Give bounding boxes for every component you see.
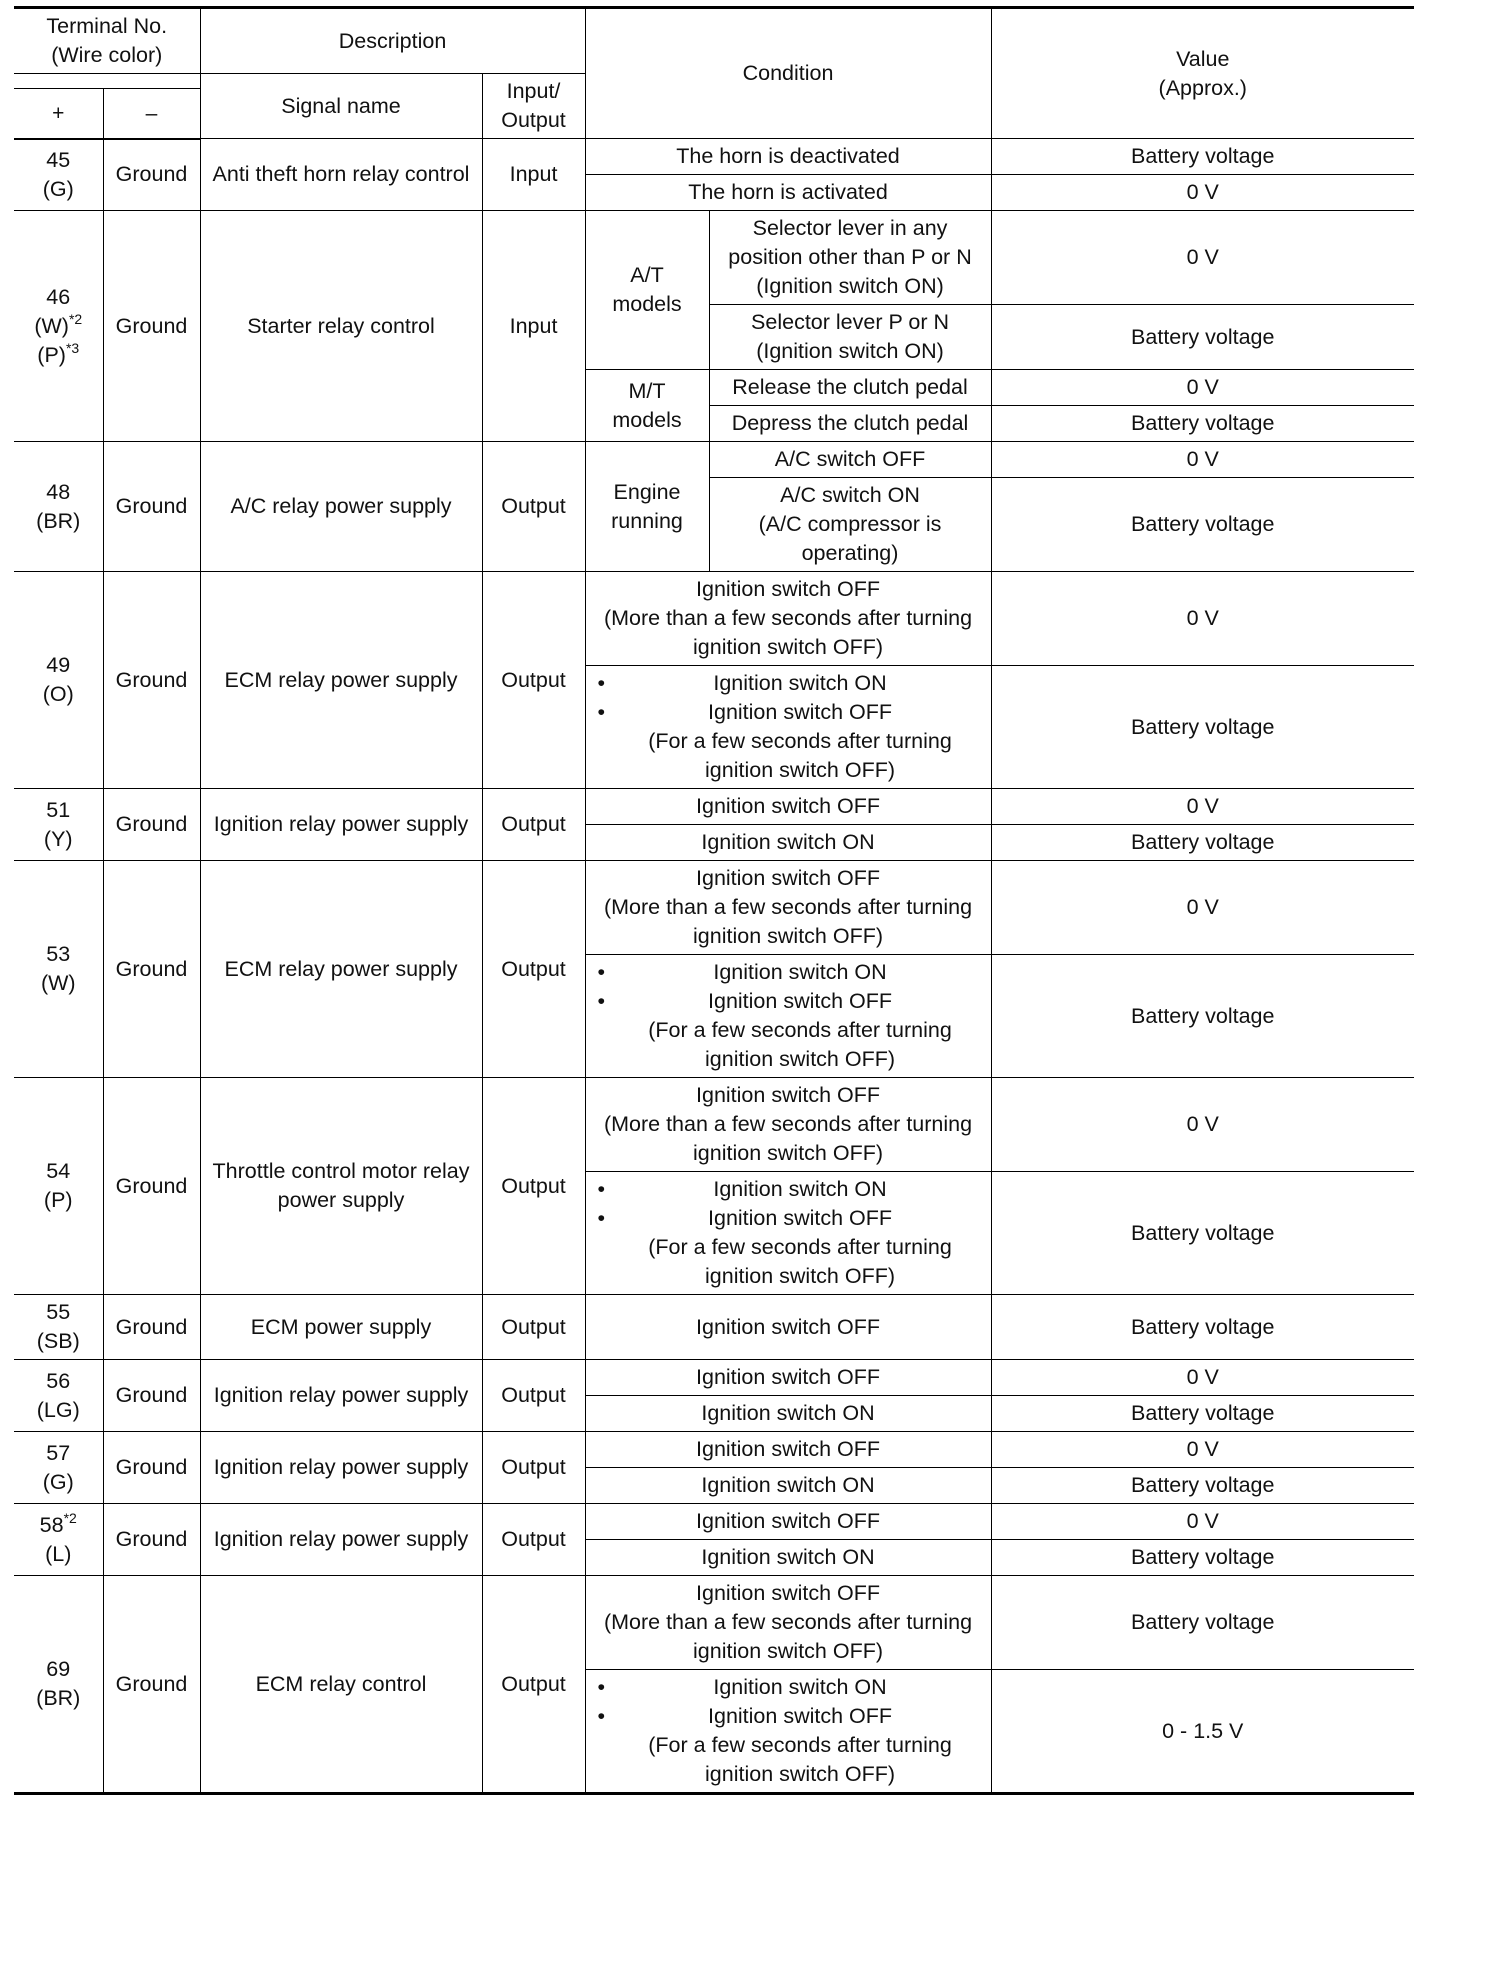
value-cell: 0 V <box>991 789 1414 825</box>
table-row <box>14 1360 1414 1396</box>
condition-cell: Ignition switch OFF <box>585 1360 991 1396</box>
condition-cell: Ignition switch ON <box>585 1396 991 1432</box>
terminal-number: 51 (Y) <box>14 789 103 861</box>
ground-cell: Ground <box>103 1295 200 1360</box>
condition-cell: Ignition switch OFF <box>585 1432 991 1468</box>
value-header: Value (Approx.) <box>991 8 1414 139</box>
value-cell: 0 V <box>991 572 1414 666</box>
signal-name: ECM relay control <box>200 1576 482 1794</box>
input-output-header: Input/ Output <box>482 74 585 139</box>
table-row <box>14 442 1414 478</box>
condition-cell: Ignition switch OFF (More than a few seconds after turning ignition switch OFF) <box>585 572 991 666</box>
io-cell: Input <box>482 211 585 442</box>
condition-cell: Ignition switch OFF <box>585 1504 991 1540</box>
table-row <box>14 572 1414 666</box>
io-cell: Output <box>482 1078 585 1295</box>
terminal-number: 69 (BR) <box>14 1576 103 1794</box>
condition-cell <box>585 955 991 1078</box>
list-item: • Ignition switch ON <box>596 1175 981 1204</box>
ground-cell: Ground <box>103 1504 200 1576</box>
signal-name: ECM relay power supply <box>200 861 482 1078</box>
ground-cell: Ground <box>103 1078 200 1295</box>
table-row <box>14 1078 1414 1172</box>
terminal-number: 48 (BR) <box>14 442 103 572</box>
table-row <box>14 789 1414 825</box>
description-header: Description <box>200 8 585 74</box>
io-cell: Input <box>482 139 585 211</box>
terminal-number: 45 (G) <box>14 139 103 211</box>
terminal-no-header: Terminal No. (Wire color) <box>14 8 200 74</box>
condition-cell: The horn is deactivated <box>585 139 991 175</box>
condition-cell <box>585 1172 991 1295</box>
table-row <box>14 139 1414 175</box>
table-row <box>14 1432 1414 1468</box>
signal-name: A/C relay power supply <box>200 442 482 572</box>
condition-cell: Depress the clutch pedal <box>709 406 991 442</box>
io-cell: Output <box>482 572 585 789</box>
list-item: • Ignition switch ON <box>596 669 981 698</box>
signal-name: Throttle control motor relay power supply <box>200 1078 482 1295</box>
signal-name: Ignition relay power supply <box>200 1504 482 1576</box>
value-cell: 0 V <box>991 211 1414 305</box>
terminal-number: 54 (P) <box>14 1078 103 1295</box>
signal-name: Ignition relay power supply <box>200 1360 482 1432</box>
signal-name: ECM power supply <box>200 1295 482 1360</box>
table-row <box>14 861 1414 955</box>
condition-list <box>596 1175 981 1291</box>
table-row <box>14 1576 1414 1670</box>
list-item: • Ignition switch OFF (For a few seconds after turning ignition switch OFF) <box>596 698 981 785</box>
condition-cell: Ignition switch OFF (More than a few seconds after turning ignition switch OFF) <box>585 1078 991 1172</box>
value-cell: 0 V <box>991 1432 1414 1468</box>
condition-cell <box>585 666 991 789</box>
io-cell: Output <box>482 442 585 572</box>
value-cell: Battery voltage <box>991 666 1414 789</box>
condition-cell: Release the clutch pedal <box>709 370 991 406</box>
condition-group: A/T models <box>585 211 709 370</box>
terminal-number: 55 (SB) <box>14 1295 103 1360</box>
condition-cell: Selector lever P or N (Ignition switch ON) <box>709 305 991 370</box>
condition-cell: Ignition switch OFF <box>585 1295 991 1360</box>
ground-cell: Ground <box>103 572 200 789</box>
condition-cell: Ignition switch OFF <box>585 789 991 825</box>
io-cell: Output <box>482 1504 585 1576</box>
list-item: • Ignition switch OFF (For a few seconds after turning ignition switch OFF) <box>596 987 981 1074</box>
io-cell: Output <box>482 1576 585 1794</box>
signal-name: Anti theft horn relay control <box>200 139 482 211</box>
value-cell: Battery voltage <box>991 1576 1414 1670</box>
terminal-number: 49 (O) <box>14 572 103 789</box>
value-cell: Battery voltage <box>991 1540 1414 1576</box>
condition-cell: Ignition switch OFF (More than a few seconds after turning ignition switch OFF) <box>585 861 991 955</box>
value-cell: 0 V <box>991 175 1414 211</box>
value-cell: 0 V <box>991 1078 1414 1172</box>
plus-header: + <box>14 89 103 139</box>
terminal-number: 53 (W) <box>14 861 103 1078</box>
ground-cell: Ground <box>103 1360 200 1432</box>
io-cell: Output <box>482 1360 585 1432</box>
list-item: • Ignition switch ON <box>596 1673 981 1702</box>
condition-cell: Ignition switch OFF (More than a few seconds after turning ignition switch OFF) <box>585 1576 991 1670</box>
table-row <box>14 1504 1414 1540</box>
terminal-number: 57 (G) <box>14 1432 103 1504</box>
condition-group: Engine running <box>585 442 709 572</box>
terminal-number: 58$^{*2}$ (L) <box>14 1504 103 1576</box>
table-row <box>14 1295 1414 1360</box>
io-cell: Output <box>482 1432 585 1504</box>
ground-cell: Ground <box>103 139 200 211</box>
condition-group: M/T models <box>585 370 709 442</box>
condition-cell: Selector lever in any position other than P or N (Ignition switch ON) <box>709 211 991 305</box>
value-cell: 0 V <box>991 1360 1414 1396</box>
condition-cell: The horn is activated <box>585 175 991 211</box>
condition-cell: A/C switch OFF <box>709 442 991 478</box>
value-cell: Battery voltage <box>991 1468 1414 1504</box>
minus-header: – <box>103 89 200 139</box>
io-cell: Output <box>482 789 585 861</box>
value-cell: 0 V <box>991 442 1414 478</box>
ground-cell: Ground <box>103 211 200 442</box>
ground-cell: Ground <box>103 1576 200 1794</box>
condition-cell: Ignition switch ON <box>585 1468 991 1504</box>
value-cell: Battery voltage <box>991 406 1414 442</box>
io-cell: Output <box>482 1295 585 1360</box>
list-item: • Ignition switch ON <box>596 958 981 987</box>
value-cell: Battery voltage <box>991 1172 1414 1295</box>
empty-header-cell <box>14 74 200 89</box>
ground-cell: Ground <box>103 1432 200 1504</box>
header-row-1 <box>14 8 1414 74</box>
value-cell: Battery voltage <box>991 1295 1414 1360</box>
table-row <box>14 211 1414 305</box>
terminal-number: 46 $(W)^{*2}$ $(P)^{*3}$ <box>14 211 103 442</box>
condition-list <box>596 958 981 1074</box>
value-cell: Battery voltage <box>991 825 1414 861</box>
signal-name: ECM relay power supply <box>200 572 482 789</box>
signal-name: Starter relay control <box>200 211 482 442</box>
condition-cell <box>585 1670 991 1794</box>
ground-cell: Ground <box>103 442 200 572</box>
value-cell: Battery voltage <box>991 955 1414 1078</box>
condition-list <box>596 669 981 785</box>
signal-name: Ignition relay power supply <box>200 1432 482 1504</box>
io-cell: Output <box>482 861 585 1078</box>
condition-cell: Ignition switch ON <box>585 1540 991 1576</box>
value-cell: 0 V <box>991 861 1414 955</box>
terminal-number: 56 (LG) <box>14 1360 103 1432</box>
value-cell: 0 V <box>991 370 1414 406</box>
ground-cell: Ground <box>103 789 200 861</box>
value-cell: Battery voltage <box>991 1396 1414 1432</box>
list-item: • Ignition switch OFF (For a few seconds after turning ignition switch OFF) <box>596 1204 981 1291</box>
condition-header: Condition <box>585 8 991 139</box>
signal-name: Ignition relay power supply <box>200 789 482 861</box>
condition-cell: Ignition switch ON <box>585 825 991 861</box>
ground-cell: Ground <box>103 861 200 1078</box>
value-cell: Battery voltage <box>991 478 1414 572</box>
value-cell: 0 - 1.5 V <box>991 1670 1414 1794</box>
terminal-spec-table <box>14 6 1414 1795</box>
value-cell: Battery voltage <box>991 139 1414 175</box>
list-item: • Ignition switch OFF (For a few seconds after turning ignition switch OFF) <box>596 1702 981 1789</box>
signal-name-header: Signal name <box>200 74 482 139</box>
value-cell: 0 V <box>991 1504 1414 1540</box>
condition-list <box>596 1673 981 1789</box>
value-cell: Battery voltage <box>991 305 1414 370</box>
condition-cell: A/C switch ON (A/C compressor is operating) <box>709 478 991 572</box>
